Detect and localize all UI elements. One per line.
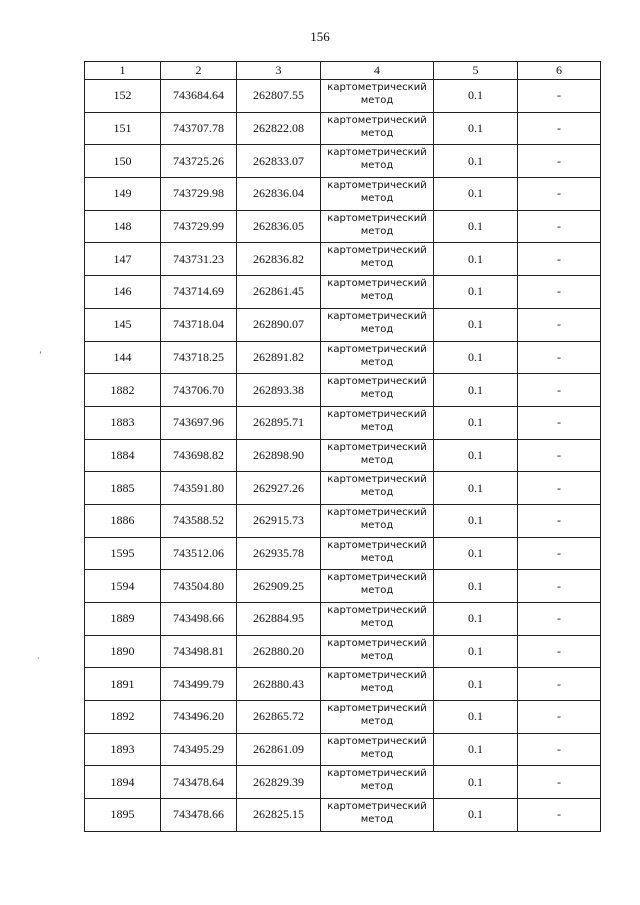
accuracy-cell: 0.1 xyxy=(434,80,518,113)
y-coordinate-cell: 262836.82 xyxy=(237,243,321,276)
x-coordinate-cell: 743718.04 xyxy=(161,308,237,341)
point-number-cell: 147 xyxy=(85,243,161,276)
column-header: 1 xyxy=(85,62,161,80)
y-coordinate-cell: 262807.55 xyxy=(237,80,321,113)
method-cell: картометрический метод xyxy=(321,243,434,276)
table-row xyxy=(85,603,601,636)
y-coordinate-cell: 262861.45 xyxy=(237,276,321,309)
note-cell: - xyxy=(518,668,601,701)
y-coordinate-cell: 262836.04 xyxy=(237,178,321,211)
table-header xyxy=(85,62,601,80)
x-coordinate-cell: 743725.26 xyxy=(161,145,237,178)
note-cell: - xyxy=(518,145,601,178)
method-cell: картометрический метод xyxy=(321,504,434,537)
y-coordinate-cell: 262836.05 xyxy=(237,210,321,243)
table-row xyxy=(85,439,601,472)
y-coordinate-cell: 262829.39 xyxy=(237,766,321,799)
accuracy-cell: 0.1 xyxy=(434,733,518,766)
point-number-cell: 1895 xyxy=(85,799,161,832)
method-cell: картометрический метод xyxy=(321,603,434,636)
x-coordinate-cell: 743718.25 xyxy=(161,341,237,374)
point-number-cell: 1890 xyxy=(85,635,161,668)
x-coordinate-cell: 743498.81 xyxy=(161,635,237,668)
table-row xyxy=(85,308,601,341)
note-cell: - xyxy=(518,341,601,374)
note-cell: - xyxy=(518,472,601,505)
table-row xyxy=(85,406,601,439)
column-header: 3 xyxy=(237,62,321,80)
accuracy-cell: 0.1 xyxy=(434,112,518,145)
note-cell: - xyxy=(518,701,601,734)
method-cell: картометрический метод xyxy=(321,112,434,145)
note-cell: - xyxy=(518,406,601,439)
point-number-cell: 152 xyxy=(85,80,161,113)
point-number-cell: 1882 xyxy=(85,374,161,407)
table-row xyxy=(85,537,601,570)
point-number-cell: 1595 xyxy=(85,537,161,570)
x-coordinate-cell: 743504.80 xyxy=(161,570,237,603)
x-coordinate-cell: 743478.64 xyxy=(161,766,237,799)
point-number-cell: 151 xyxy=(85,112,161,145)
table-row xyxy=(85,635,601,668)
note-cell: - xyxy=(518,178,601,211)
table-body xyxy=(85,80,601,832)
point-number-cell: 1891 xyxy=(85,668,161,701)
accuracy-cell: 0.1 xyxy=(434,472,518,505)
table-row xyxy=(85,112,601,145)
x-coordinate-cell: 743512.06 xyxy=(161,537,237,570)
accuracy-cell: 0.1 xyxy=(434,603,518,636)
table-row xyxy=(85,504,601,537)
table-row xyxy=(85,472,601,505)
accuracy-cell: 0.1 xyxy=(434,668,518,701)
column-header: 4 xyxy=(321,62,434,80)
accuracy-cell: 0.1 xyxy=(434,308,518,341)
column-header: 2 xyxy=(161,62,237,80)
x-coordinate-cell: 743498.66 xyxy=(161,603,237,636)
x-coordinate-cell: 743684.64 xyxy=(161,80,237,113)
table-row xyxy=(85,701,601,734)
x-coordinate-cell: 743499.79 xyxy=(161,668,237,701)
y-coordinate-cell: 262884.95 xyxy=(237,603,321,636)
note-cell: - xyxy=(518,766,601,799)
accuracy-cell: 0.1 xyxy=(434,406,518,439)
accuracy-cell: 0.1 xyxy=(434,439,518,472)
point-number-cell: 1885 xyxy=(85,472,161,505)
point-number-cell: 150 xyxy=(85,145,161,178)
method-cell: картометрический метод xyxy=(321,210,434,243)
method-cell: картометрический метод xyxy=(321,145,434,178)
point-number-cell: 146 xyxy=(85,276,161,309)
note-cell: - xyxy=(518,112,601,145)
y-coordinate-cell: 262915.73 xyxy=(237,504,321,537)
accuracy-cell: 0.1 xyxy=(434,374,518,407)
note-cell: - xyxy=(518,570,601,603)
y-coordinate-cell: 262825.15 xyxy=(237,799,321,832)
y-coordinate-cell: 262880.20 xyxy=(237,635,321,668)
accuracy-cell: 0.1 xyxy=(434,635,518,668)
accuracy-cell: 0.1 xyxy=(434,243,518,276)
x-coordinate-cell: 743478.66 xyxy=(161,799,237,832)
x-coordinate-cell: 743707.78 xyxy=(161,112,237,145)
y-coordinate-cell: 262895.71 xyxy=(237,406,321,439)
table-row xyxy=(85,210,601,243)
table-row xyxy=(85,276,601,309)
accuracy-cell: 0.1 xyxy=(434,701,518,734)
point-number-cell: 145 xyxy=(85,308,161,341)
method-cell: картометрический метод xyxy=(321,701,434,734)
point-number-cell: 148 xyxy=(85,210,161,243)
note-cell: - xyxy=(518,635,601,668)
column-header: 6 xyxy=(518,62,601,80)
x-coordinate-cell: 743591.80 xyxy=(161,472,237,505)
accuracy-cell: 0.1 xyxy=(434,210,518,243)
y-coordinate-cell: 262935.78 xyxy=(237,537,321,570)
point-number-cell: 149 xyxy=(85,178,161,211)
x-coordinate-cell: 743729.98 xyxy=(161,178,237,211)
x-coordinate-cell: 743496.20 xyxy=(161,701,237,734)
table-row xyxy=(85,243,601,276)
point-number-cell: 1893 xyxy=(85,733,161,766)
x-coordinate-cell: 743698.82 xyxy=(161,439,237,472)
accuracy-cell: 0.1 xyxy=(434,504,518,537)
accuracy-cell: 0.1 xyxy=(434,570,518,603)
note-cell: - xyxy=(518,80,601,113)
table-row xyxy=(85,145,601,178)
note-cell: - xyxy=(518,603,601,636)
point-number-cell: 1894 xyxy=(85,766,161,799)
method-cell: картометрический метод xyxy=(321,276,434,309)
point-number-cell: 1883 xyxy=(85,406,161,439)
table-row xyxy=(85,668,601,701)
method-cell: картометрический метод xyxy=(321,406,434,439)
method-cell: картометрический метод xyxy=(321,308,434,341)
table-row xyxy=(85,733,601,766)
scan-mark: ˋ xyxy=(37,656,40,666)
y-coordinate-cell: 262898.90 xyxy=(237,439,321,472)
table-row xyxy=(85,178,601,211)
y-coordinate-cell: 262822.08 xyxy=(237,112,321,145)
page-number: 156 xyxy=(310,29,330,44)
method-cell: картометрический метод xyxy=(321,472,434,505)
note-cell: - xyxy=(518,374,601,407)
y-coordinate-cell: 262891.82 xyxy=(237,341,321,374)
method-cell: картометрический метод xyxy=(321,799,434,832)
y-coordinate-cell: 262890.07 xyxy=(237,308,321,341)
column-header: 5 xyxy=(434,62,518,80)
method-cell: картометрический метод xyxy=(321,570,434,603)
method-cell: картометрический метод xyxy=(321,766,434,799)
x-coordinate-cell: 743706.70 xyxy=(161,374,237,407)
coordinates-table xyxy=(84,61,601,832)
note-cell: - xyxy=(518,308,601,341)
accuracy-cell: 0.1 xyxy=(434,799,518,832)
method-cell: картометрический метод xyxy=(321,635,434,668)
accuracy-cell: 0.1 xyxy=(434,276,518,309)
header-row xyxy=(85,62,601,80)
accuracy-cell: 0.1 xyxy=(434,341,518,374)
note-cell: - xyxy=(518,210,601,243)
x-coordinate-cell: 743495.29 xyxy=(161,733,237,766)
accuracy-cell: 0.1 xyxy=(434,766,518,799)
accuracy-cell: 0.1 xyxy=(434,178,518,211)
y-coordinate-cell: 262893.38 xyxy=(237,374,321,407)
accuracy-cell: 0.1 xyxy=(434,537,518,570)
method-cell: картометрический метод xyxy=(321,374,434,407)
x-coordinate-cell: 743697.96 xyxy=(161,406,237,439)
y-coordinate-cell: 262861.09 xyxy=(237,733,321,766)
method-cell: картометрический метод xyxy=(321,537,434,570)
table-row xyxy=(85,341,601,374)
y-coordinate-cell: 262865.72 xyxy=(237,701,321,734)
x-coordinate-cell: 743714.69 xyxy=(161,276,237,309)
note-cell: - xyxy=(518,243,601,276)
point-number-cell: 1889 xyxy=(85,603,161,636)
point-number-cell: 1594 xyxy=(85,570,161,603)
x-coordinate-cell: 743729.99 xyxy=(161,210,237,243)
method-cell: картометрический метод xyxy=(321,733,434,766)
x-coordinate-cell: 743588.52 xyxy=(161,504,237,537)
point-number-cell: 1884 xyxy=(85,439,161,472)
y-coordinate-cell: 262909.25 xyxy=(237,570,321,603)
method-cell: картометрический метод xyxy=(321,668,434,701)
table-row xyxy=(85,799,601,832)
y-coordinate-cell: 262927.26 xyxy=(237,472,321,505)
method-cell: картометрический метод xyxy=(321,80,434,113)
note-cell: - xyxy=(518,537,601,570)
point-number-cell: 144 xyxy=(85,341,161,374)
note-cell: - xyxy=(518,439,601,472)
note-cell: - xyxy=(518,504,601,537)
y-coordinate-cell: 262880.43 xyxy=(237,668,321,701)
note-cell: - xyxy=(518,733,601,766)
x-coordinate-cell: 743731.23 xyxy=(161,243,237,276)
note-cell: - xyxy=(518,276,601,309)
y-coordinate-cell: 262833.07 xyxy=(237,145,321,178)
table-row xyxy=(85,766,601,799)
method-cell: картометрический метод xyxy=(321,341,434,374)
table-row xyxy=(85,374,601,407)
scan-mark: ʼ xyxy=(39,350,42,360)
accuracy-cell: 0.1 xyxy=(434,145,518,178)
note-cell: - xyxy=(518,799,601,832)
point-number-cell: 1892 xyxy=(85,701,161,734)
point-number-cell: 1886 xyxy=(85,504,161,537)
method-cell: картометрический метод xyxy=(321,439,434,472)
table-row xyxy=(85,570,601,603)
method-cell: картометрический метод xyxy=(321,178,434,211)
table-row xyxy=(85,80,601,113)
